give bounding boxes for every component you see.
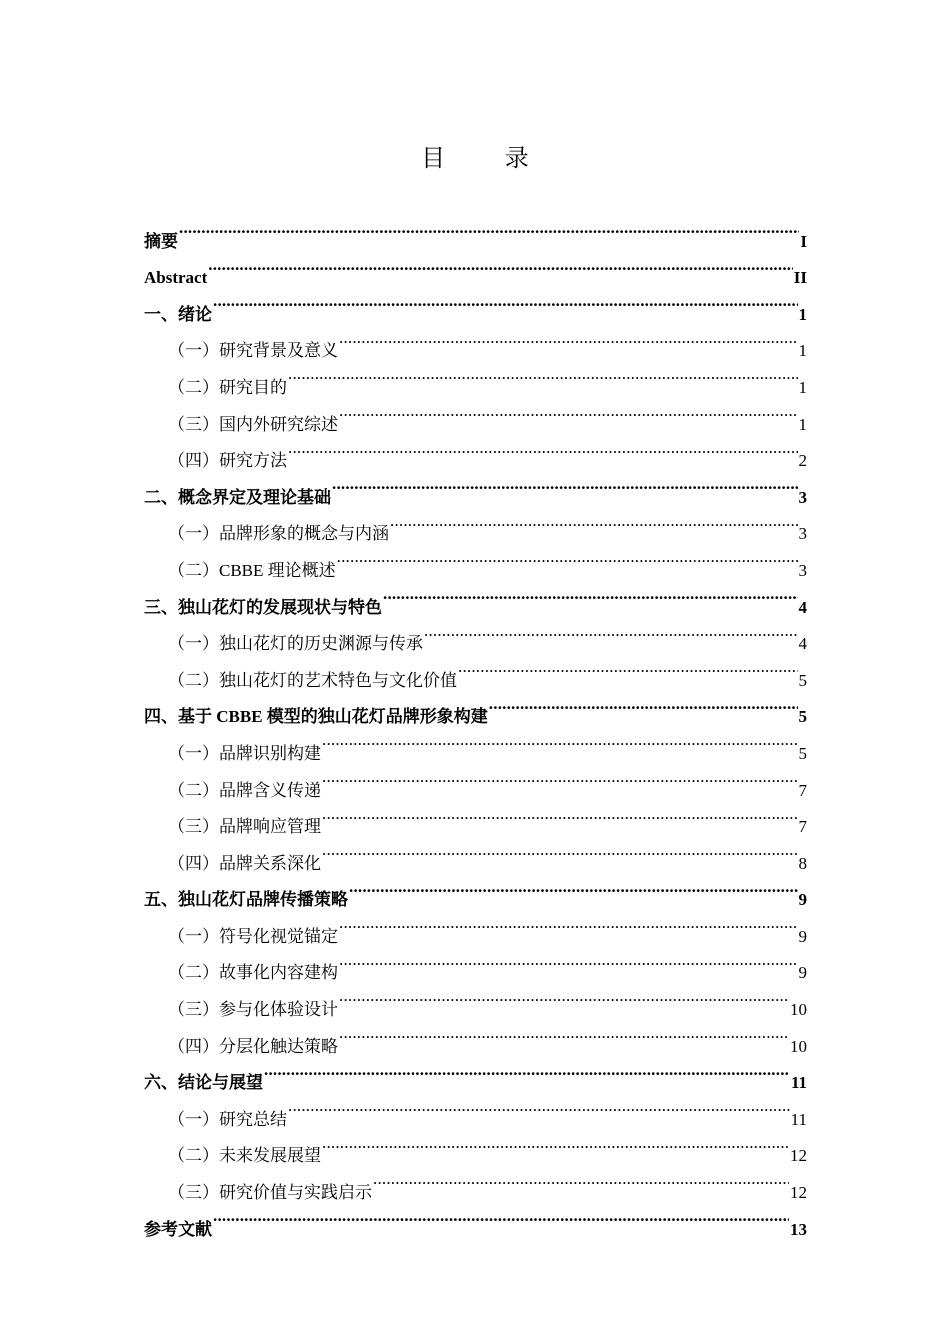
toc-dot-leader bbox=[179, 210, 799, 247]
toc-page-number: 13 bbox=[790, 1219, 807, 1239]
toc-entry-label: （三）品牌响应管理 bbox=[168, 817, 321, 837]
toc-dot-leader bbox=[208, 247, 793, 284]
toc-dot-leader bbox=[288, 1088, 790, 1125]
toc-dot-leader bbox=[339, 1015, 789, 1052]
toc-entry[interactable] bbox=[144, 1198, 807, 1239]
toc-page-number: 1 bbox=[798, 414, 807, 434]
toc-page-number: 4 bbox=[798, 634, 807, 654]
toc-page-number: 7 bbox=[798, 817, 807, 837]
toc-entry-label: （三）国内外研究综述 bbox=[168, 414, 338, 434]
toc-page-number: 11 bbox=[790, 1073, 807, 1093]
toc-entry-label: 摘要 bbox=[144, 231, 178, 251]
toc-entry-label: （一）品牌形象的概念与内涵 bbox=[168, 524, 389, 544]
toc-dot-leader bbox=[322, 832, 798, 869]
toc-entry-label: （四）分层化触达策略 bbox=[168, 1036, 338, 1056]
toc-dot-leader bbox=[288, 356, 798, 393]
toc-dot-leader bbox=[373, 1161, 789, 1198]
toc-dot-leader bbox=[337, 539, 798, 576]
toc-page-number: 1 bbox=[798, 341, 807, 361]
toc-page-number: 8 bbox=[798, 853, 807, 873]
toc-entry[interactable] bbox=[144, 320, 807, 361]
toc-dot-leader bbox=[264, 1052, 790, 1089]
toc-entry-label: 参考文献 bbox=[144, 1219, 212, 1239]
toc-page-number: II bbox=[793, 268, 807, 288]
toc-page-number: 2 bbox=[798, 451, 807, 471]
toc-entry-label: （一）独山花灯的历史渊源与传承 bbox=[168, 634, 423, 654]
toc-page-number: 12 bbox=[790, 1183, 807, 1203]
toc-dot-leader bbox=[213, 1198, 789, 1235]
toc-page-number: 5 bbox=[798, 707, 807, 727]
toc-dot-leader bbox=[349, 869, 798, 906]
toc-dot-leader bbox=[339, 978, 789, 1015]
toc-dot-leader bbox=[332, 466, 798, 503]
toc-page-number: 1 bbox=[798, 304, 807, 324]
toc-page-number: 5 bbox=[798, 670, 807, 690]
toc-entry-label: 六、结论与展望 bbox=[144, 1073, 263, 1093]
toc-entry-label: 三、独山花灯的发展现状与特色 bbox=[144, 597, 382, 617]
toc-dot-leader bbox=[489, 686, 798, 723]
toc-page-number: 10 bbox=[790, 1036, 807, 1056]
toc-entry-label: （二）故事化内容建构 bbox=[168, 963, 338, 983]
toc-entry-label: 五、独山花灯品牌传播策略 bbox=[144, 890, 348, 910]
toc-page-number: 3 bbox=[798, 524, 807, 544]
toc-entry[interactable] bbox=[144, 247, 807, 288]
toc-page-number: 9 bbox=[798, 963, 807, 983]
toc-dot-leader bbox=[383, 576, 798, 613]
toc-entry-label: （三）研究价值与实践启示 bbox=[168, 1183, 372, 1203]
toc-dot-leader bbox=[339, 942, 798, 979]
toc-dot-leader bbox=[424, 613, 798, 650]
toc-page-number: 1 bbox=[798, 377, 807, 397]
toc-page-number: 7 bbox=[798, 780, 807, 800]
toc-entry-label: （二）未来发展展望 bbox=[168, 1146, 321, 1166]
toc-entry-label: 四、基于 CBBE 模型的独山花灯品牌形象构建 bbox=[144, 707, 488, 727]
toc-entry-label: （二）独山花灯的艺术特色与文化价值 bbox=[168, 670, 457, 690]
toc-dot-leader bbox=[322, 759, 798, 796]
toc-entry-label: Abstract bbox=[144, 268, 208, 288]
toc-entry-label: （一）品牌识别构建 bbox=[168, 743, 321, 763]
toc-dot-leader bbox=[322, 796, 798, 833]
toc-dot-leader bbox=[339, 905, 798, 942]
toc-dot-leader bbox=[458, 649, 798, 686]
toc-dot-leader bbox=[390, 503, 798, 540]
toc-page-number: 5 bbox=[798, 743, 807, 763]
toc-dot-leader bbox=[288, 430, 798, 467]
toc-page-number: I bbox=[800, 231, 807, 251]
toc-dot-leader bbox=[322, 1125, 789, 1162]
toc-entry-label: （四）品牌关系深化 bbox=[168, 853, 321, 873]
toc-entry-label: （二）CBBE 理论概述 bbox=[168, 560, 336, 580]
table-of-contents bbox=[144, 210, 807, 1239]
toc-page-number: 4 bbox=[798, 597, 807, 617]
toc-entry[interactable] bbox=[144, 210, 807, 251]
toc-entry-label: （二）研究目的 bbox=[168, 377, 287, 397]
page-title: 目 录 bbox=[421, 144, 555, 173]
toc-page-number: 3 bbox=[798, 487, 807, 507]
toc-page-number: 9 bbox=[798, 926, 807, 946]
toc-dot-leader bbox=[213, 283, 798, 320]
toc-entry-label: （一）研究背景及意义 bbox=[168, 341, 338, 361]
toc-entry-label: 一、绪论 bbox=[144, 304, 212, 324]
toc-entry[interactable] bbox=[144, 283, 807, 324]
toc-page-number: 3 bbox=[798, 560, 807, 580]
toc-page-number: 9 bbox=[798, 890, 807, 910]
toc-page-number: 12 bbox=[790, 1146, 807, 1166]
toc-entry-label: （一）研究总结 bbox=[168, 1109, 287, 1129]
toc-dot-leader bbox=[339, 393, 798, 430]
toc-entry-label: （四）研究方法 bbox=[168, 451, 287, 471]
toc-page-number: 10 bbox=[790, 1000, 807, 1020]
toc-entry-label: （一）符号化视觉锚定 bbox=[168, 926, 338, 946]
toc-page-number: 11 bbox=[790, 1109, 807, 1129]
toc-dot-leader bbox=[339, 320, 798, 357]
toc-entry-label: （三）参与化体验设计 bbox=[168, 1000, 338, 1020]
toc-dot-leader bbox=[322, 722, 798, 759]
toc-entry-label: （二）品牌含义传递 bbox=[168, 780, 321, 800]
toc-entry-label: 二、概念界定及理论基础 bbox=[144, 487, 331, 507]
